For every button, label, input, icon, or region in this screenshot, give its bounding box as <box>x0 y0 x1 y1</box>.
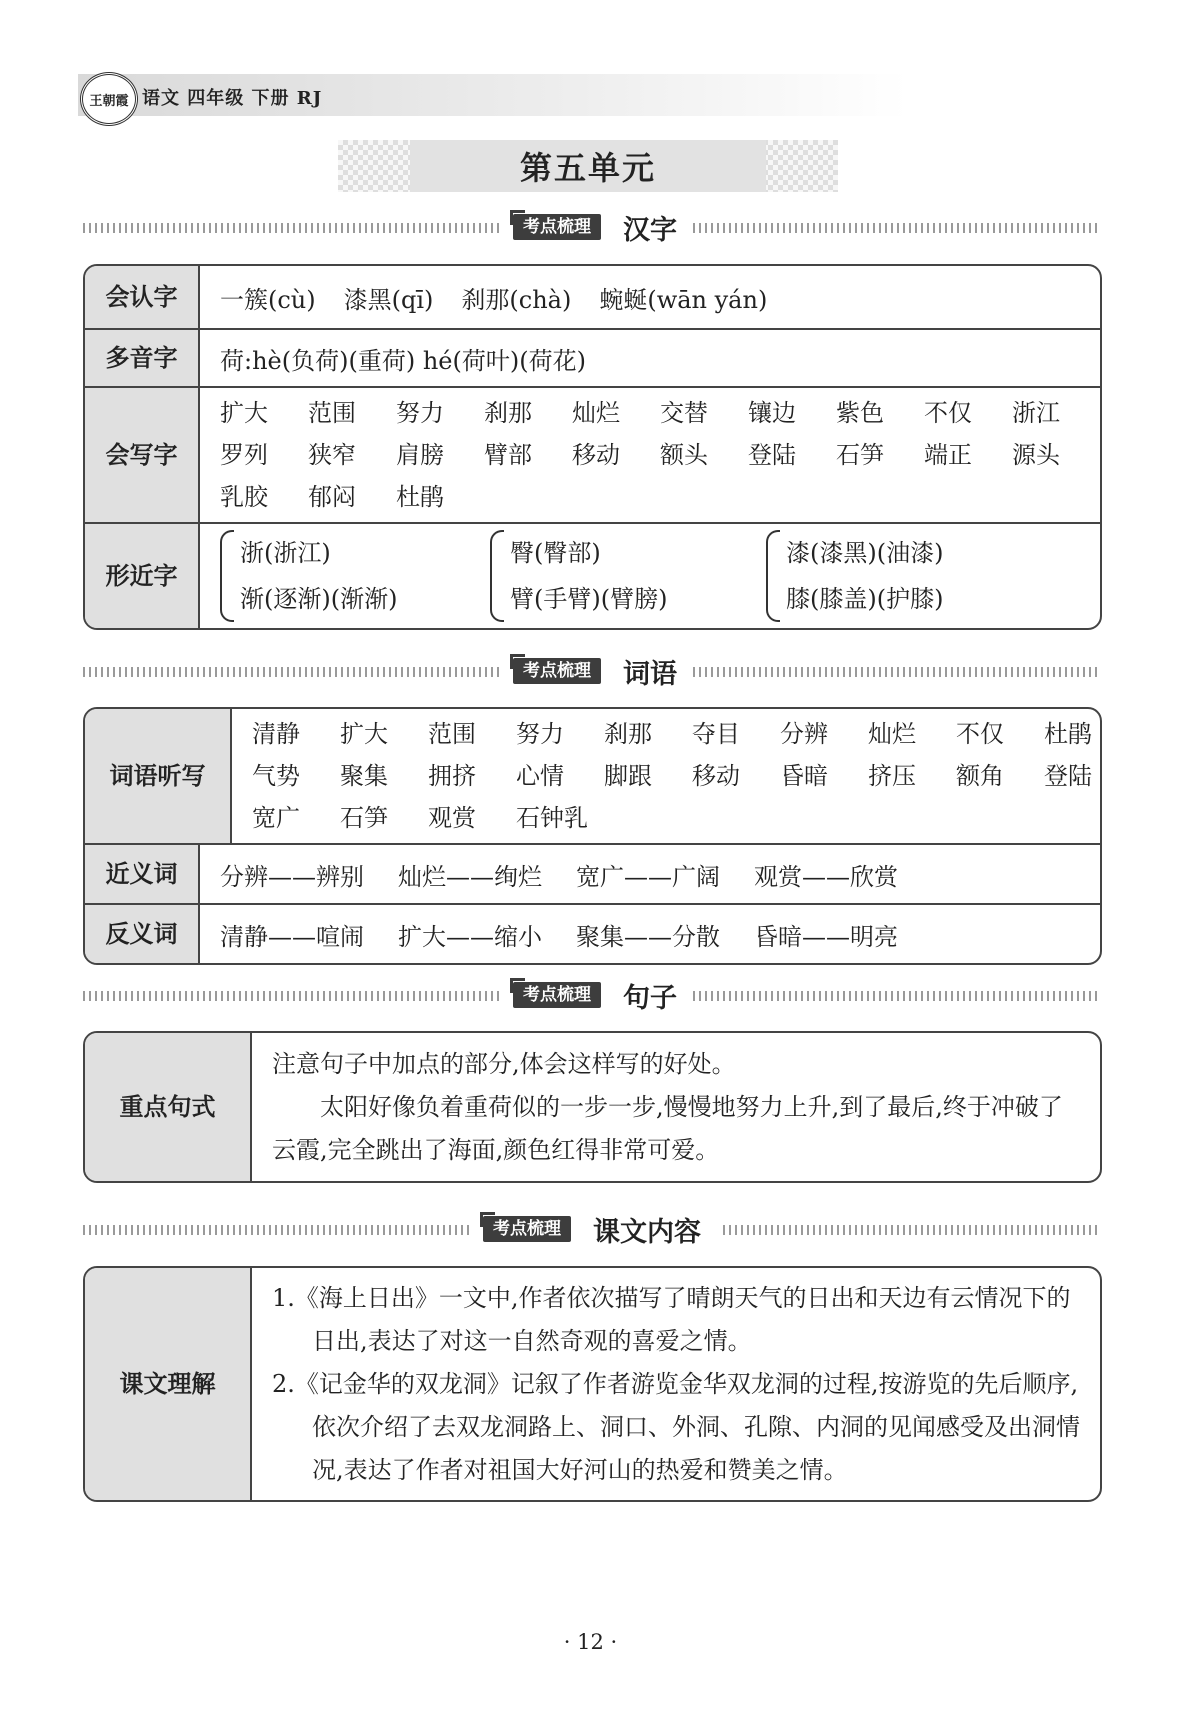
write-word: 石笋 <box>836 441 884 469</box>
write-word: 臂部 <box>484 441 532 469</box>
dictation-word: 不仅 <box>956 720 1004 748</box>
row-label: 会认字 <box>85 266 200 328</box>
section-tag: 考点梳理 <box>513 982 601 1008</box>
brace-icon <box>490 530 504 622</box>
write-word: 浙江 <box>1012 399 1060 427</box>
dictation-word: 心情 <box>516 762 564 790</box>
section-header-juzi <box>83 976 1098 1016</box>
synonym-pair: 观赏——欣赏 <box>754 862 898 891</box>
row-label: 反义词 <box>85 905 200 963</box>
write-word: 肩膀 <box>396 441 444 469</box>
row-label: 课文理解 <box>85 1268 252 1500</box>
write-word: 源头 <box>1012 441 1060 469</box>
row-label: 多音字 <box>85 330 200 386</box>
juzi-table <box>83 1031 1102 1183</box>
dictation-word: 扩大 <box>340 720 388 748</box>
write-word: 紫色 <box>836 399 884 427</box>
read-char: 蜿蜒(wān yán) <box>599 285 768 314</box>
section-tag: 考点梳理 <box>483 1216 571 1242</box>
dictation-word: 清静 <box>252 720 300 748</box>
row-label: 近义词 <box>85 845 200 903</box>
dictation-word: 聚集 <box>340 762 388 790</box>
write-word: 镶边 <box>748 399 796 427</box>
poly-text: 荷:hè(负荷)(重荷) hé(荷叶)(荷花) <box>220 346 586 375</box>
write-word: 额头 <box>660 441 708 469</box>
hanzi-row-similar <box>85 522 1100 628</box>
publisher-logo: 王朝霞 <box>80 72 138 126</box>
section-header-kewen <box>83 1210 1098 1250</box>
dictation-word: 石钟乳 <box>516 804 588 832</box>
write-word: 交替 <box>660 399 708 427</box>
book-info: 语文 四年级 下册 RJ <box>142 88 323 109</box>
dictation-word: 登陆 <box>1044 762 1092 790</box>
brace-icon <box>766 530 780 622</box>
dictation-word: 观赏 <box>428 804 476 832</box>
write-word: 郁闷 <box>308 483 356 511</box>
write-word: 狭窄 <box>308 441 356 469</box>
dictation-word: 昏暗 <box>780 762 828 790</box>
unit-title: 第五单元 <box>410 140 766 192</box>
dictation-word: 灿烂 <box>868 720 916 748</box>
write-word: 移动 <box>572 441 620 469</box>
read-char: 刹那(chà) <box>461 285 572 314</box>
antonym-pair: 清静——喧闹 <box>220 922 364 951</box>
write-word: 杜鹃 <box>396 483 444 511</box>
dictation-word: 挤压 <box>868 762 916 790</box>
row-label: 重点句式 <box>85 1033 252 1181</box>
row-label: 会写字 <box>85 388 200 522</box>
kewen-row <box>85 1268 1100 1500</box>
dictation-word: 拥挤 <box>428 762 476 790</box>
write-word: 罗列 <box>220 441 268 469</box>
antonym-pair: 昏暗——明亮 <box>754 922 898 951</box>
section-title: 句子 <box>623 983 677 1014</box>
synonym-pair: 分辨——辨别 <box>220 862 364 891</box>
dictation-word: 杜鹃 <box>1044 720 1092 748</box>
write-word: 登陆 <box>748 441 796 469</box>
section-title: 词语 <box>623 659 677 690</box>
similar-group: 浙(浙江) 渐(逐渐)(渐渐) <box>220 530 490 622</box>
dictation-word: 夺目 <box>692 720 740 748</box>
synonym-pair: 宽广——广阔 <box>576 862 720 891</box>
antonym-pair: 扩大——缩小 <box>398 922 542 951</box>
write-word: 努力 <box>396 399 444 427</box>
antonym-pair: 聚集——分散 <box>576 922 720 951</box>
dictation-word: 范围 <box>428 720 476 748</box>
hanzi-row-read <box>85 266 1100 328</box>
hanzi-row-write <box>85 386 1100 522</box>
dictation-word: 额角 <box>956 762 1004 790</box>
write-word: 灿烂 <box>572 399 620 427</box>
dictation-word: 移动 <box>692 762 740 790</box>
write-word: 扩大 <box>220 399 268 427</box>
hanzi-row-poly <box>85 328 1100 386</box>
dictation-word: 宽广 <box>252 804 300 832</box>
section-tag: 考点梳理 <box>513 214 601 240</box>
dictation-word: 努力 <box>516 720 564 748</box>
read-char: 漆黑(qī) <box>343 285 434 314</box>
dictation-word: 石笋 <box>340 804 388 832</box>
hanzi-table <box>83 264 1102 630</box>
section-header-hanzi <box>83 208 1098 248</box>
write-word: 不仅 <box>924 399 972 427</box>
juzi-row <box>85 1033 1100 1181</box>
dictation-word: 分辨 <box>780 720 828 748</box>
read-char: 一簇(cù) <box>220 285 316 314</box>
juzi-instruction: 注意句子中加点的部分,体会这样写的好处。 <box>272 1049 736 1078</box>
kewen-point-2: 2.《记金华的双龙洞》记叙了作者游览金华双龙洞的过程,按游览的先后顺序,依次介绍了去双龙洞路上、洞口、外洞、孔隙、内洞的见闻感受及出洞情况,表达了作者对祖国大好河山的热爱和赞美之情。 <box>272 1369 1080 1484</box>
dictation-word: 气势 <box>252 762 300 790</box>
write-word: 乳胶 <box>220 483 268 511</box>
section-tag: 考点梳理 <box>513 658 601 684</box>
juzi-sentence: 太阳好像负着重荷似的一步一步,慢慢地努力上升,到了最后,终于冲破了云霞,完全跳出了海面,颜色红得非常可爱。 <box>272 1092 1063 1164</box>
kewen-table <box>83 1266 1102 1502</box>
brace-icon <box>220 530 234 622</box>
ciyu-row-synonym <box>85 843 1100 903</box>
dictation-word: 脚跟 <box>604 762 652 790</box>
section-header-ciyu <box>83 652 1098 692</box>
ciyu-row-antonym <box>85 903 1100 963</box>
dictation-word: 刹那 <box>604 720 652 748</box>
page-number: · 12 · <box>563 1630 618 1654</box>
row-label: 词语听写 <box>85 709 232 843</box>
write-word: 端正 <box>924 441 972 469</box>
ciyu-table <box>83 707 1102 965</box>
synonym-pair: 灿烂——绚烂 <box>398 862 542 891</box>
similar-group: 漆(漆黑)(油漆) 膝(膝盖)(护膝) <box>766 530 943 622</box>
write-word: 范围 <box>308 399 356 427</box>
section-title: 课文内容 <box>593 1217 701 1248</box>
kewen-point-1: 1.《海上日出》一文中,作者依次描写了晴朗天气的日出和天边有云情况下的日出,表达了对这一自然奇观的喜爱之情。 <box>272 1283 1071 1355</box>
similar-group: 臀(臀部) 臂(手臂)(臂膀) <box>490 530 766 622</box>
row-label: 形近字 <box>85 524 200 628</box>
write-word: 刹那 <box>484 399 532 427</box>
section-title: 汉字 <box>623 215 677 246</box>
ciyu-row-dictation <box>85 709 1100 843</box>
